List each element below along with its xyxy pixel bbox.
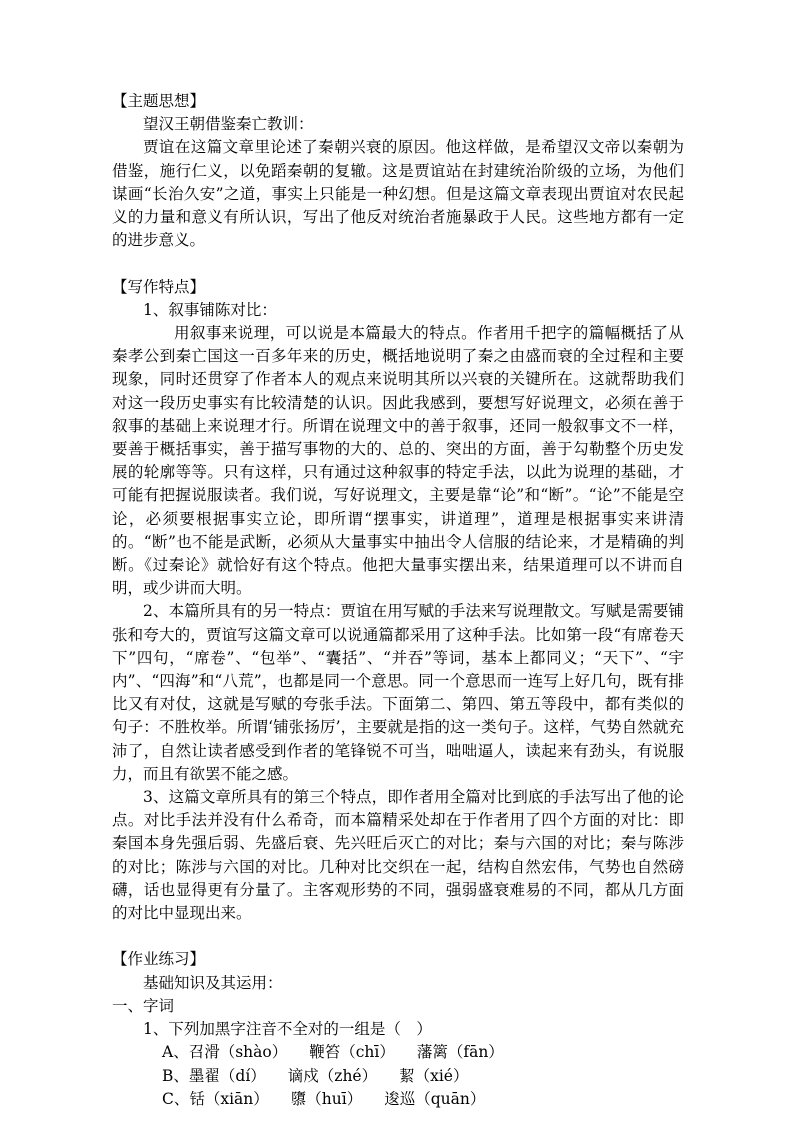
- section-heading-exercises: 【作业练习】: [112, 950, 206, 969]
- feature-2-paragraph: 2、本篇所具有的另一特点：贾谊在用写赋的手法来写说理散文。写赋是需要铺张和夸大的，贾谊写这篇文章可以说通篇都采用了这种手法。比如第一段“有席卷天下”四句，“席卷”、“包举”、“囊括”、“并吞”等词，基本上都同义；“天下”、“宇内”、“四海”和“八荒”，也都是同一个意思。同一个意思而一连写上好几句，既有排比又有对仗，这就是写赋的夸张手法。下面第二、第四、第五等段中，都有类似的句子：不胜枚举。所谓‘铺张扬厉’，主要就是指的这一类句子。这样，气势自然就充沛了，自然让读者感受到作者的笔锋锐不可当，咄咄逼人，读起来有劲头，有说服力，而且有欲罢不能之感。: [112, 602, 684, 783]
- section-heading-writing-features: 【写作特点】: [112, 277, 206, 296]
- option-b-item-1: B、墨翟（dí）: [162, 1066, 266, 1085]
- theme-paragraph: 贾谊在这篇文章里论述了秦朝兴衰的原因。他这样做，是希望汉文帝以秦朝为借鉴，施行仁义，以免蹈秦朝的复辙。这是贾谊站在封建统治阶级的立场，为他们谋画“长治久安”之道，事实上只能是一种幻想。但是这篇文章表现出贾谊对农民起义的力量和意义有所认识，写出了他反对统治者施暴政于人民。这些地方都有一定的进步意义。: [112, 138, 684, 250]
- option-c: [112, 1088, 684, 1111]
- option-c-item-2: 隳（huī）: [290, 1089, 363, 1108]
- feature-3-paragraph: 3、这篇文章所具有的第三个特点，即作者用全篇对比到底的手法写出了他的论点。对比手法并没有什么希奇，而本篇精采处却在于作者用了四个方面的对比：即秦国本身先强后弱、先盛后衰、先兴旺后灭亡的对比；秦与六国的对比；秦与陈涉的对比；陈涉与六国的对比。几种对比交织在一起，结构自然宏伟，气势也自然磅礴，话也显得更有分量了。主客观形势的不同，强弱盛衰难易的不同，都从几方面的对比中显现出来。: [112, 788, 684, 923]
- part-title: 一、字词: [112, 996, 175, 1015]
- section-heading-theme: 【主题思想】: [112, 92, 206, 110]
- theme-lead: 望汉王朝借鉴秦亡教训：: [143, 115, 314, 134]
- feature-1-title: 1、叙事铺陈对比：: [143, 300, 277, 319]
- spacer: [112, 925, 684, 948]
- option-b: [112, 1065, 684, 1088]
- option-a: [112, 1041, 684, 1064]
- option-c-item-3: 逡巡（quān）: [384, 1089, 486, 1108]
- option-a-item-3: 藩篱（fān）: [416, 1043, 504, 1062]
- option-b-item-3: 絜（xié）: [399, 1066, 469, 1085]
- option-c-item-1: C、铦（xiān）: [162, 1089, 269, 1108]
- spacer: [112, 252, 684, 275]
- option-a-item-1: A、召滑（shào）: [162, 1043, 288, 1062]
- feature-1-paragraph: 用叙事来说理，可以说是本篇最大的特点。作者用千把字的篇幅概括了从秦孝公到秦亡国这一百多年来的历史，概括地说明了秦之由盛而衰的全过程和主要现象，同时还贯穿了作者本人的观点来说明其所以兴衰的关键所在。这就帮助我们对这一段历史事实有比较清楚的认识。因此我感到，要想写好说理文，必须在善于叙事的基础上来说理才行。所谓在说理文中的善于叙事，还同一般叙事文不一样，要善于概括事实，善于描写事物的大的、总的、突出的方面，善于勾勒整个历史发展的轮廓等等。只有这样，只有通过这种叙事的特定手法，以此为说理的基础，才可能有把握说服读者。我们说，写好说理文，主要是靠“论”和“断”。“论”不能是空论，必须要根据事实立论，即所谓“摆事实，讲道理”，道理是根据事实来讲清的。“断”也不能是武断，必须从大量事实中抽出令人信服的结论来，才是精确的判断。《过秦论》就恰好有这个特点。他把大量事实摆出来，结果道理可以不讲而自明，或少讲而大明。: [112, 324, 685, 598]
- document-body: [112, 90, 684, 1111]
- exercises-lead: 基础知识及其运用：: [143, 973, 283, 992]
- option-b-item-2: 谪戍（zhé）: [287, 1066, 378, 1085]
- option-a-item-2: 鞭笞（chī）: [309, 1043, 395, 1062]
- question-1: 1、下列加黑字注音不全对的一组是（ ）: [143, 1020, 432, 1039]
